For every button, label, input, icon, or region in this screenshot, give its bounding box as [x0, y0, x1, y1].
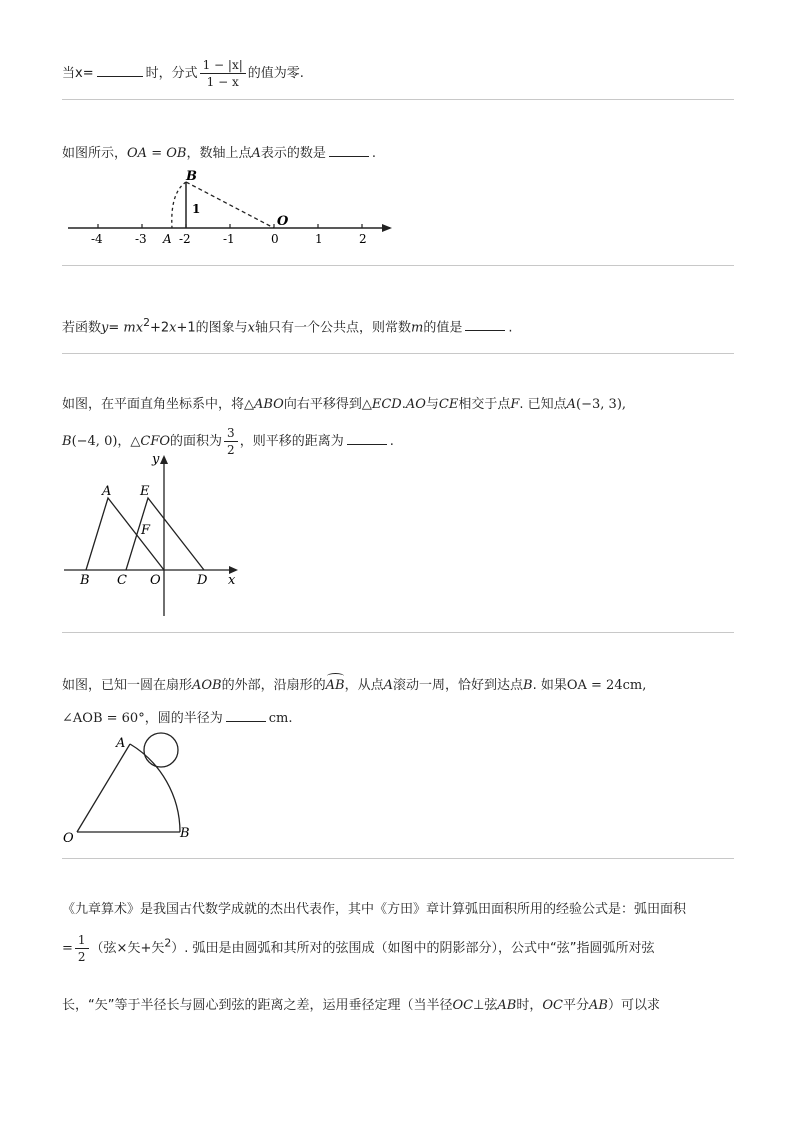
q4-frac-num: 3: [224, 425, 238, 442]
q4-pb: B: [62, 434, 72, 449]
q3-suffix: 的值是: [423, 320, 463, 336]
label-y: y: [152, 452, 160, 467]
q5-arc: AB: [326, 676, 345, 696]
q5-text: 滚动一周，恰好到达点: [393, 678, 524, 693]
tick-label: 0: [271, 232, 279, 246]
q6-text: 长，“矢”等于半径长与圆心到弦的距离之差，运用垂径定理（当半径: [62, 998, 453, 1013]
tick-label: -3: [135, 232, 147, 246]
q5-pb: B: [523, 678, 533, 693]
height-label: 1: [192, 202, 201, 216]
q6-ab2: AB: [589, 998, 608, 1013]
q1-answer-blank[interactable]: [97, 62, 143, 77]
tick-label: 2: [359, 232, 367, 246]
q4-text: 与: [425, 397, 439, 412]
q3-m: m: [123, 320, 136, 336]
question-1: [62, 57, 734, 90]
q3-answer-blank[interactable]: [465, 316, 505, 331]
q4-pa: A: [566, 397, 577, 412]
q4-text: 如图，在平面直角坐标系中，将△: [62, 397, 254, 412]
label-O: O: [150, 573, 161, 588]
q3-m2: m: [411, 320, 424, 336]
q6-oc: OC: [452, 998, 474, 1013]
q6-sup: 2: [164, 936, 172, 950]
q2-answer-blank[interactable]: [329, 142, 369, 157]
divider: [62, 858, 734, 859]
question-5: [62, 676, 734, 696]
triangle-ECD: [126, 498, 204, 570]
q6-frac-den: 2: [77, 950, 86, 964]
q2-end: .: [371, 146, 376, 161]
question-4: [62, 395, 734, 415]
label-O: O: [277, 214, 289, 229]
q5-text: . 如果: [532, 678, 567, 693]
q4-text: 向右平移得到△: [283, 397, 372, 412]
q4-pb-coord: (−4, 0): [71, 434, 118, 449]
question-6: [62, 900, 734, 920]
q5-sector-figure: [62, 730, 202, 845]
q3-eq: =: [108, 320, 124, 336]
q4-text: .: [401, 397, 406, 412]
question-3: [62, 313, 734, 338]
q4-f: F: [510, 397, 520, 412]
label-O: O: [63, 831, 74, 846]
q6-ab: AB: [497, 998, 517, 1013]
q4-ecd: ECD: [371, 397, 402, 412]
q4-text: . 已知点: [519, 397, 567, 412]
q5-unit: cm.: [268, 711, 293, 726]
q2-prefix: 如图所示，: [62, 146, 128, 161]
divider: [62, 353, 734, 354]
q6-paren: （弦×矢+矢: [90, 941, 165, 956]
tick-label: 1: [315, 232, 323, 246]
tick-label: -4: [91, 232, 103, 246]
divider: [62, 99, 734, 100]
label-B: B: [80, 573, 90, 588]
q6-text: ⊥弦: [473, 998, 498, 1013]
q3-func-y: y: [101, 320, 109, 336]
label-E: E: [140, 484, 150, 499]
q1-prefix: 当x=: [62, 66, 94, 81]
q4-text: ，△: [117, 434, 141, 449]
q4-text: 的面积为: [170, 434, 223, 449]
q3-end: .: [508, 320, 513, 336]
axis-arrow-icon: [382, 224, 392, 232]
q6-fraction: [75, 932, 89, 965]
q3-sup: 2: [143, 316, 150, 329]
arc-BA: [172, 182, 186, 228]
q2-eq: OA = OB: [127, 146, 187, 161]
q5-oa-eq: OA = 24cm,: [566, 678, 647, 693]
q2-number-line-figure: [62, 165, 402, 255]
q5-pa: A: [383, 678, 393, 693]
label-F: F: [141, 523, 151, 538]
q5-text: ，从点: [344, 678, 384, 693]
q4-frac-den: 2: [227, 443, 235, 457]
q3-x1: x: [135, 320, 144, 336]
label-D: D: [197, 573, 208, 588]
q6-oc2: OC: [542, 998, 563, 1013]
question-6-line2: [62, 932, 734, 965]
q1-frac-den: 1 − x: [206, 75, 239, 89]
label-A: A: [116, 736, 126, 751]
q4-abo: ABO: [254, 397, 284, 412]
q5-text: ，圆的半径为: [144, 711, 223, 726]
q4-end: .: [389, 434, 394, 449]
question-6-line3: [62, 996, 734, 1016]
q6-eq: =: [62, 941, 73, 956]
q4-coordinate-figure: [62, 450, 252, 620]
q1-frac-num: 1 − |x|: [200, 57, 246, 74]
radius-OA: [77, 744, 130, 832]
q4-text: ，则平移的距离为: [239, 434, 344, 449]
q1-fraction: [200, 57, 246, 90]
q6-line1: 《九章算术》是我国古代数学成就的杰出代表作，其中《方田》章计算弧田面积所用的经验公式是：弧田面积: [62, 902, 687, 917]
q2-mid: ，数轴上点: [186, 146, 252, 161]
label-B: B: [180, 826, 190, 841]
triangle-ABO: [86, 498, 164, 570]
q6-line2: ）. 弧田是由圆弧和其所对的弦围成（如图中的阴影部分），公式中“弦”指圆弧所对弦: [171, 941, 655, 956]
rolling-circle: [144, 733, 178, 767]
q6-text: ）可以求: [607, 998, 660, 1013]
label-x: x: [228, 573, 236, 588]
divider: [62, 632, 734, 633]
q4-ce: CE: [438, 397, 459, 412]
q4-ao: AO: [405, 397, 426, 412]
q3-prefix: 若函数: [62, 320, 102, 336]
q6-frac-num: 1: [75, 932, 89, 949]
q5-angle: ∠AOB = 60°: [62, 711, 145, 726]
q1-suffix: 的值为零.: [247, 66, 304, 81]
q3-mid: 轴只有一个公共点，则常数: [255, 320, 412, 336]
label-A: A: [163, 232, 172, 246]
q6-text: 平分: [563, 998, 590, 1013]
tick-label: -1: [223, 232, 235, 246]
q3-x2: x: [169, 320, 177, 336]
tick-label: -2: [179, 232, 191, 246]
q1-mid: 时，分式: [145, 66, 198, 81]
q3-xaxis: x: [247, 320, 255, 336]
q2-suffix: 表示的数是: [260, 146, 326, 161]
label-B: B: [186, 169, 197, 184]
q4-text: 相交于点: [458, 397, 511, 412]
q5-aob: AOB: [192, 678, 222, 693]
q5-text: 的外部，沿扇形的: [221, 678, 326, 693]
q4-cfo: CFO: [140, 434, 171, 449]
divider: [62, 265, 734, 266]
q6-text: 时，: [516, 998, 543, 1013]
sector-arc-AB: [130, 744, 180, 832]
q3-plus1: +1的图象与: [176, 320, 248, 336]
question-5-line2: [62, 707, 734, 729]
label-A: A: [102, 484, 112, 499]
label-C: C: [117, 573, 127, 588]
q3-plus2: +2: [149, 320, 170, 336]
question-2: [62, 142, 734, 164]
q2-point: A: [251, 146, 261, 161]
q4-pa-coord: (−3, 3),: [576, 397, 627, 412]
q5-text: 如图，已知一圆在扇形: [62, 678, 193, 693]
y-axis-arrow-icon: [160, 455, 168, 464]
q5-answer-blank[interactable]: [226, 707, 266, 722]
q4-answer-blank[interactable]: [347, 430, 387, 445]
